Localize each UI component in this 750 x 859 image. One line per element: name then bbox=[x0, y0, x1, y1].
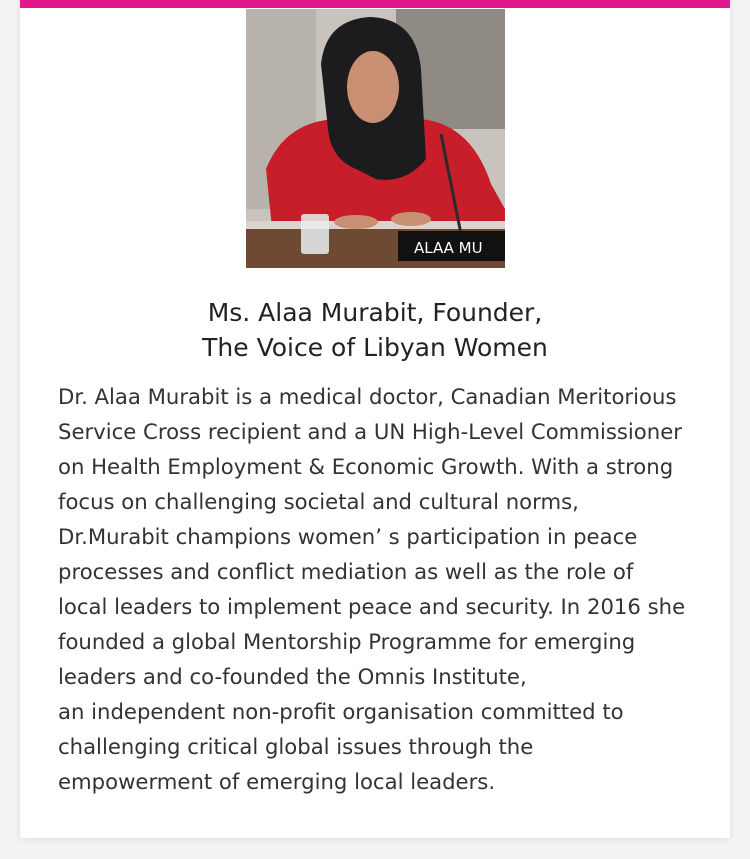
profile-card bbox=[20, 0, 730, 838]
nameplate-text: ALAA MU bbox=[414, 239, 483, 257]
bio-line: founded a global Mentorship Programme for emerging bbox=[58, 629, 636, 654]
bio-line: Service Cross recipient and a UN High-Level Commissioner bbox=[58, 419, 682, 444]
title-line: The Voice of Libyan Women bbox=[202, 333, 548, 362]
bio-line: Dr. Alaa Murabit is a medical doctor, Canadian Meritorious bbox=[58, 384, 677, 409]
bio-line: empowerment of emerging local leaders. bbox=[58, 769, 496, 794]
portrait-photo-icon bbox=[246, 9, 505, 268]
bio-line: local leaders to implement peace and security. In 2016 she bbox=[58, 594, 686, 619]
bio-line: an independent non-profit organisation committed to bbox=[58, 699, 624, 724]
bio-line: leaders and co-founded the Omnis Institute, bbox=[58, 664, 527, 689]
title-line: Ms. Alaa Murabit, Founder, bbox=[207, 298, 543, 327]
profile-bio bbox=[58, 379, 726, 799]
bio-line: Dr.Murabit champions women’ s participation in peace bbox=[58, 524, 638, 549]
profile-photo bbox=[246, 9, 505, 268]
bio-line: processes and conflict mediation as well as the role of bbox=[58, 559, 634, 584]
bio-line: challenging critical global issues through the bbox=[58, 734, 534, 759]
bio-line: focus on challenging societal and cultural norms, bbox=[58, 489, 579, 514]
profile-title bbox=[20, 295, 730, 365]
bio-line: on Health Employment & Economic Growth. With a strong bbox=[58, 454, 674, 479]
